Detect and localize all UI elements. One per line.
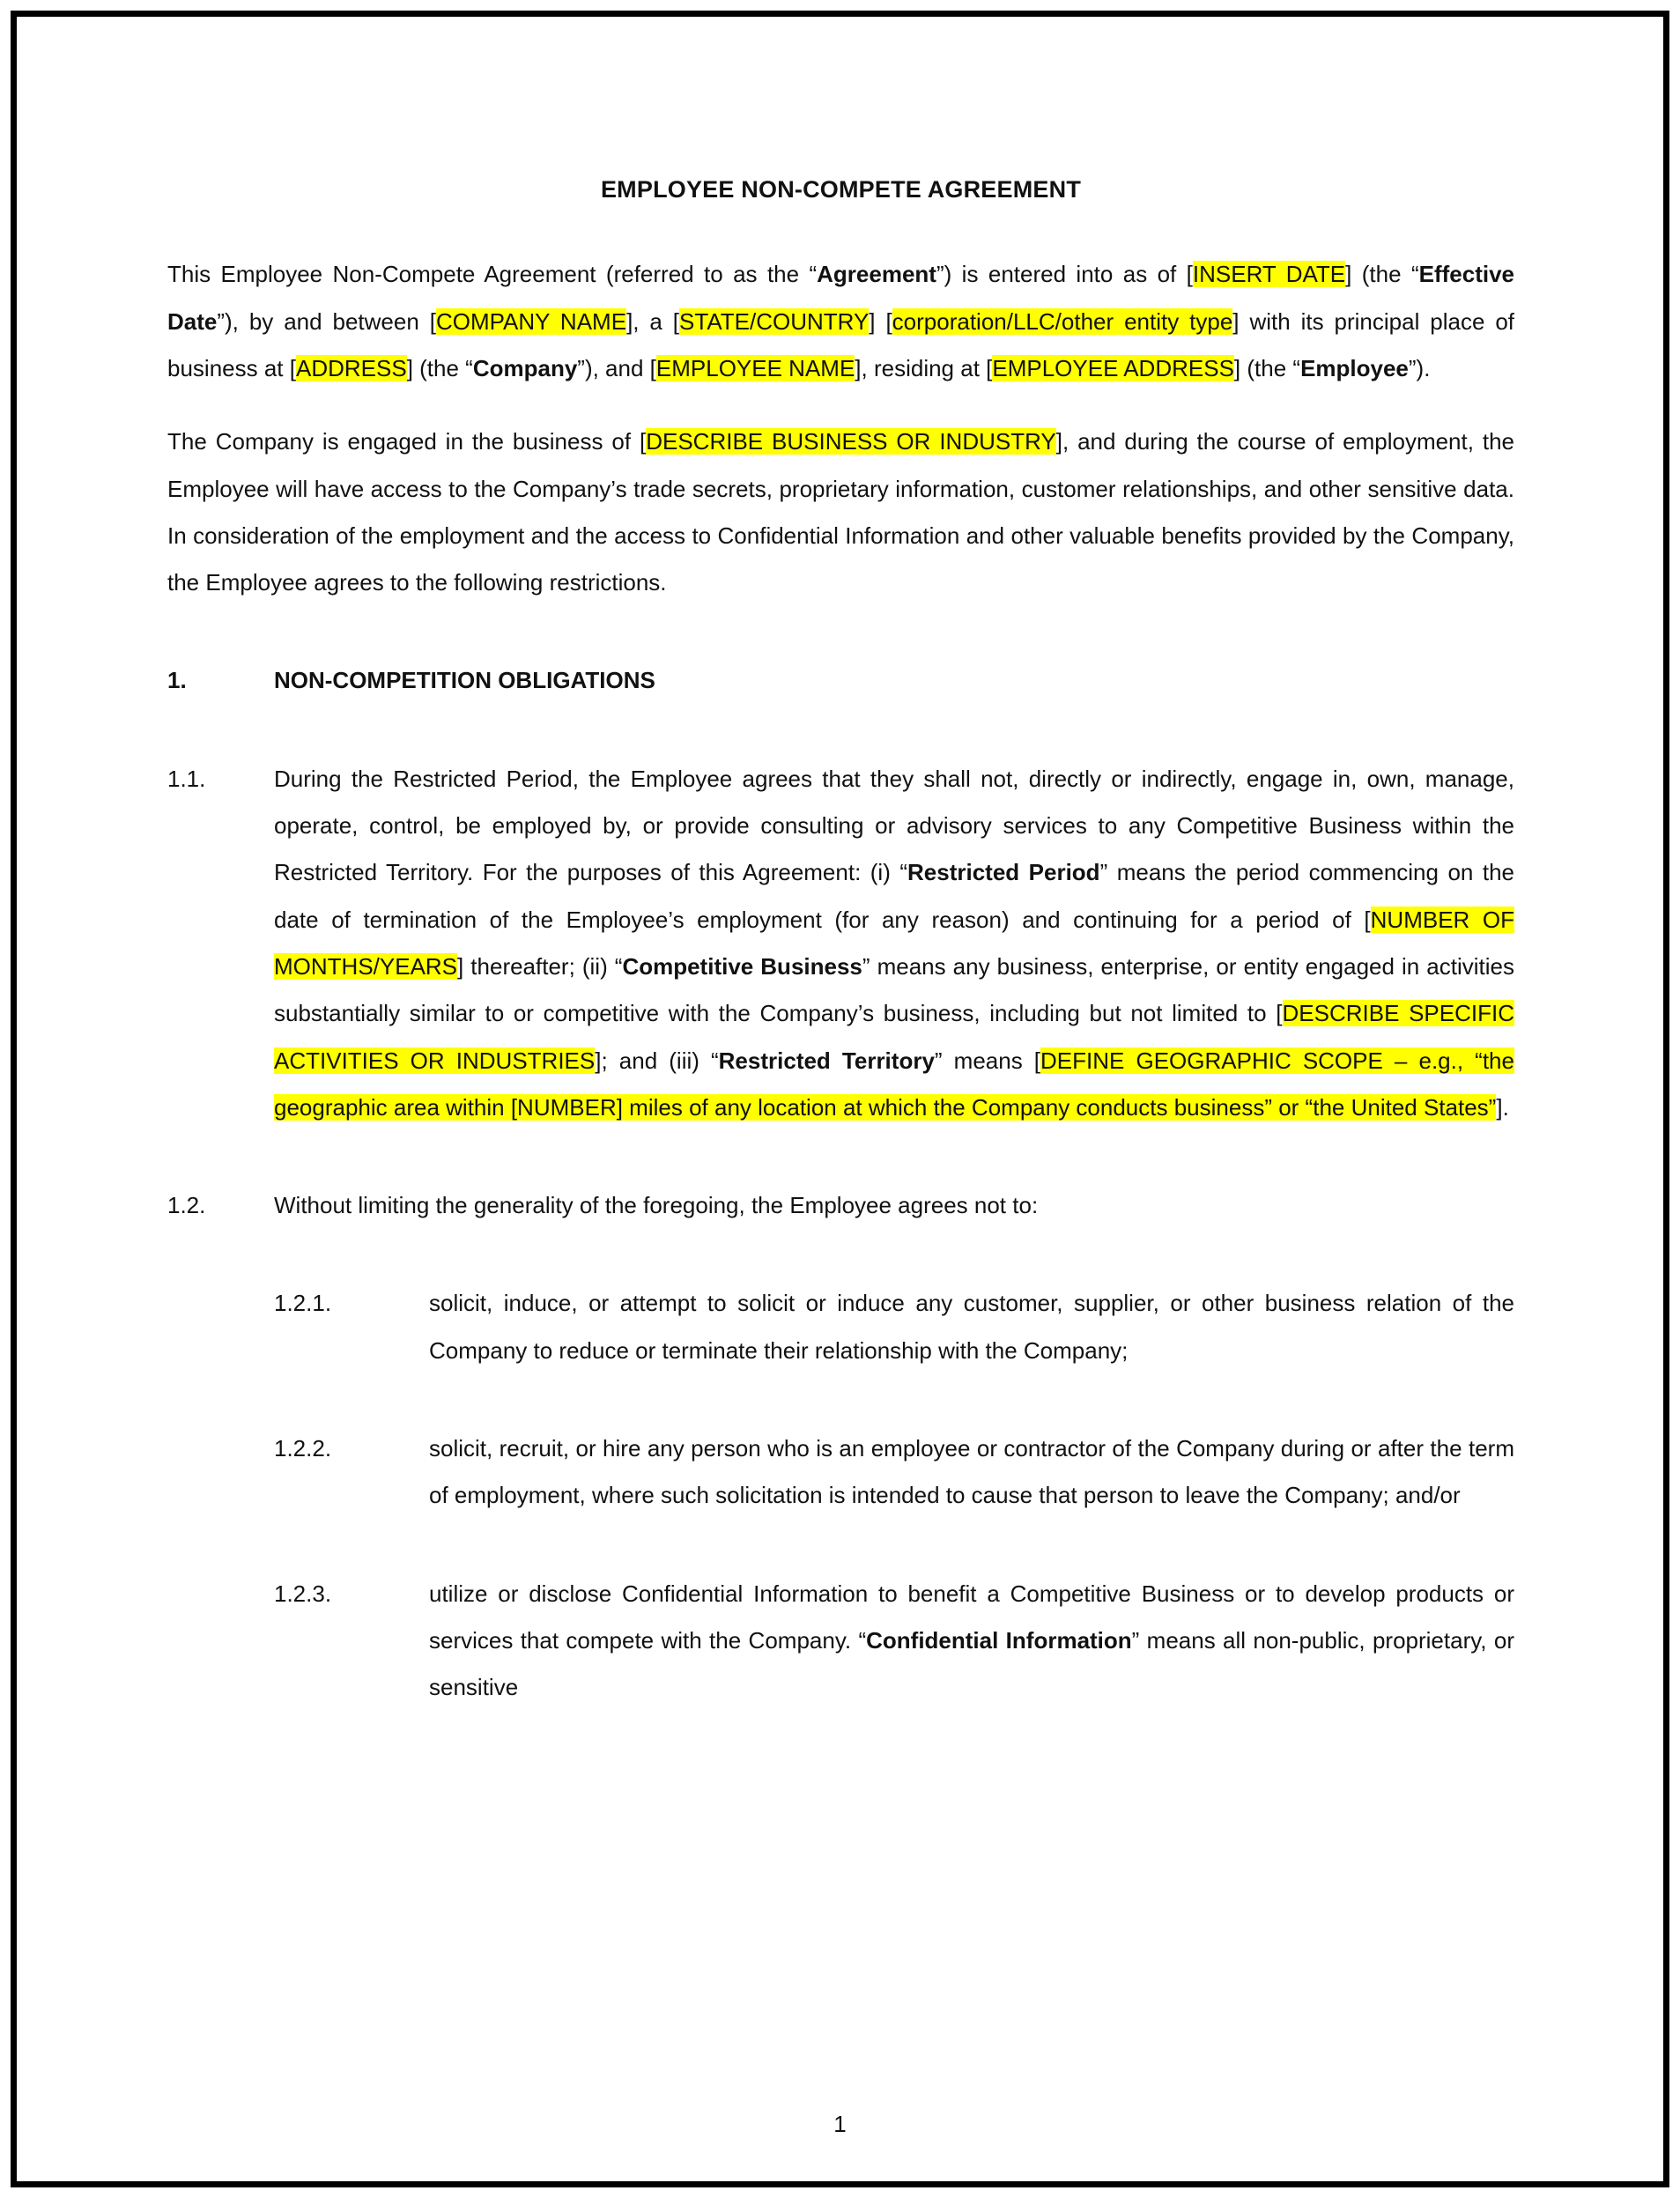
text-run: ] [ xyxy=(869,307,892,335)
placeholder-highlight: STATE/COUNTRY xyxy=(679,307,870,335)
text-run: This Employee Non-Compete Agreement (referred to as the “ xyxy=(167,261,818,288)
page-number: 1 xyxy=(833,2111,847,2137)
placeholder-highlight: EMPLOYEE NAME xyxy=(655,354,855,381)
text-run: utilize or disclose Confidential Information to benefit a Competitive Business or to develop products or services that compete with the Company. “ xyxy=(429,1580,1514,1654)
clause-number: 1.1. xyxy=(167,765,206,792)
numbered-clause xyxy=(167,756,1514,1131)
text-run: solicit, induce, or attempt to solicit or induce any customer, supplier, or other business relation of the Company to reduce or terminate their relationship with the Company; xyxy=(429,1290,1514,1364)
text-run: ], and during the course of employment, the Employee will have access to the Company’s trade secrets, proprietary information, customer relationships, and other sensitive data. In consideration of the employment and the access to Confidential Information and other valuable benefits provided by the Company, the Employee agrees to the following restrictions. xyxy=(167,428,1515,596)
defined-term: Company xyxy=(472,354,578,381)
defined-term: Restricted Period xyxy=(907,859,1100,886)
text-run: ” means the period commencing on the date of termination of the Employee’s employment (for any reason) and continuing for a period of [ xyxy=(274,859,1514,933)
text-run: ”), by and between [ xyxy=(217,307,436,335)
text-run: ”) is entered into as of [ xyxy=(936,261,1193,288)
placeholder-highlight: INSERT DATE xyxy=(1192,261,1346,288)
defined-term: Confidential Information xyxy=(866,1626,1132,1654)
document-page xyxy=(167,166,1514,1737)
placeholder-highlight: NUMBER OF MONTHS/YEARS xyxy=(274,906,1515,980)
placeholder-highlight: DESCRIBE SPECIFIC ACTIVITIES OR INDUSTRIES xyxy=(274,1000,1514,1074)
section-heading xyxy=(167,657,1514,704)
text-run: During the Restricted Period, the Employee agrees that they shall not, directly or indirectly, engage in, own, manage, operate, control, be employed by, or provide consulting or advisory services to any Competitive Business within the Restricted Territory. For the purposes of this Agreement: (i) “ xyxy=(274,765,1514,886)
text-run: ” means [ xyxy=(934,1047,1041,1074)
text-run: ]. xyxy=(1496,1093,1509,1121)
document-body xyxy=(167,251,1514,1711)
placeholder-highlight: corporation/LLC/other entity type xyxy=(892,307,1233,335)
defined-term: Competitive Business xyxy=(622,952,862,980)
numbered-clause xyxy=(167,1182,1514,1229)
defined-term: Effective Date xyxy=(167,261,1514,335)
text-run: ] (the “ xyxy=(406,354,473,381)
text-run: ] (the “ xyxy=(1233,354,1301,381)
clause-number: 1.2.2. xyxy=(274,1434,332,1462)
clause-text xyxy=(429,1280,1514,1374)
text-run: ”). xyxy=(1408,354,1431,381)
text-run: ] thereafter; (ii) “ xyxy=(457,952,623,980)
defined-term: Restricted Territory xyxy=(718,1047,935,1074)
clause-text xyxy=(274,657,1514,704)
text-run: solicit, recruit, or hire any person who is an employee or contractor of the Company during or after the term of employment, where such solicitation is intended to cause that person to leave the Company; and/or xyxy=(429,1434,1514,1509)
placeholder-highlight: DESCRIBE BUSINESS OR INDUSTRY xyxy=(646,428,1056,455)
document-title: EMPLOYEE NON-COMPETE AGREEMENT xyxy=(600,176,1082,203)
paragraph xyxy=(167,251,1514,392)
text-run: ], residing at [ xyxy=(855,354,993,381)
clause-number: 1.2. xyxy=(167,1192,206,1219)
text-run: The Company is engaged in the business of [ xyxy=(167,428,647,455)
paragraph xyxy=(167,418,1514,606)
text-run: ” means all non-public, proprietary, or sensitive xyxy=(429,1626,1514,1701)
defined-term: NON-COMPETITION OBLIGATIONS xyxy=(274,667,655,694)
clause-text xyxy=(274,756,1514,1131)
defined-term: Agreement xyxy=(817,261,936,288)
text-run: ] with its principal place of business at [ xyxy=(167,307,1515,381)
text-run: Without limiting the generality of the foregoing, the Employee agrees not to: xyxy=(274,1192,1039,1219)
defined-term: Employee xyxy=(1300,354,1409,381)
text-run: ”), and [ xyxy=(577,354,656,381)
placeholder-highlight: DEFINE GEOGRAPHIC SCOPE – e.g., “the geographic area within [NUMBER] miles of any location at which the Company conducts business” or “the United States” xyxy=(274,1047,1514,1121)
numbered-clause xyxy=(274,1571,1514,1712)
clause-number: 1.2.1. xyxy=(274,1290,332,1317)
text-run: ]; and (iii) “ xyxy=(595,1047,719,1074)
clause-number: 1.2.3. xyxy=(274,1580,332,1607)
placeholder-highlight: COMPANY NAME xyxy=(435,307,627,335)
clause-number: 1. xyxy=(167,667,187,694)
text-run: ] (the “ xyxy=(1345,261,1419,288)
clause-text xyxy=(429,1425,1514,1520)
text-run: ], a [ xyxy=(626,307,680,335)
clause-text xyxy=(429,1571,1514,1712)
placeholder-highlight: ADDRESS xyxy=(295,354,407,381)
numbered-clause xyxy=(274,1425,1514,1520)
placeholder-highlight: EMPLOYEE ADDRESS xyxy=(992,354,1234,381)
text-run: ” means any business, enterprise, or entity engaged in activities substantially similar to or competitive with the Company’s business, including but not limited to [ xyxy=(274,952,1514,1027)
numbered-clause xyxy=(274,1280,1514,1374)
clause-text xyxy=(274,1182,1514,1229)
